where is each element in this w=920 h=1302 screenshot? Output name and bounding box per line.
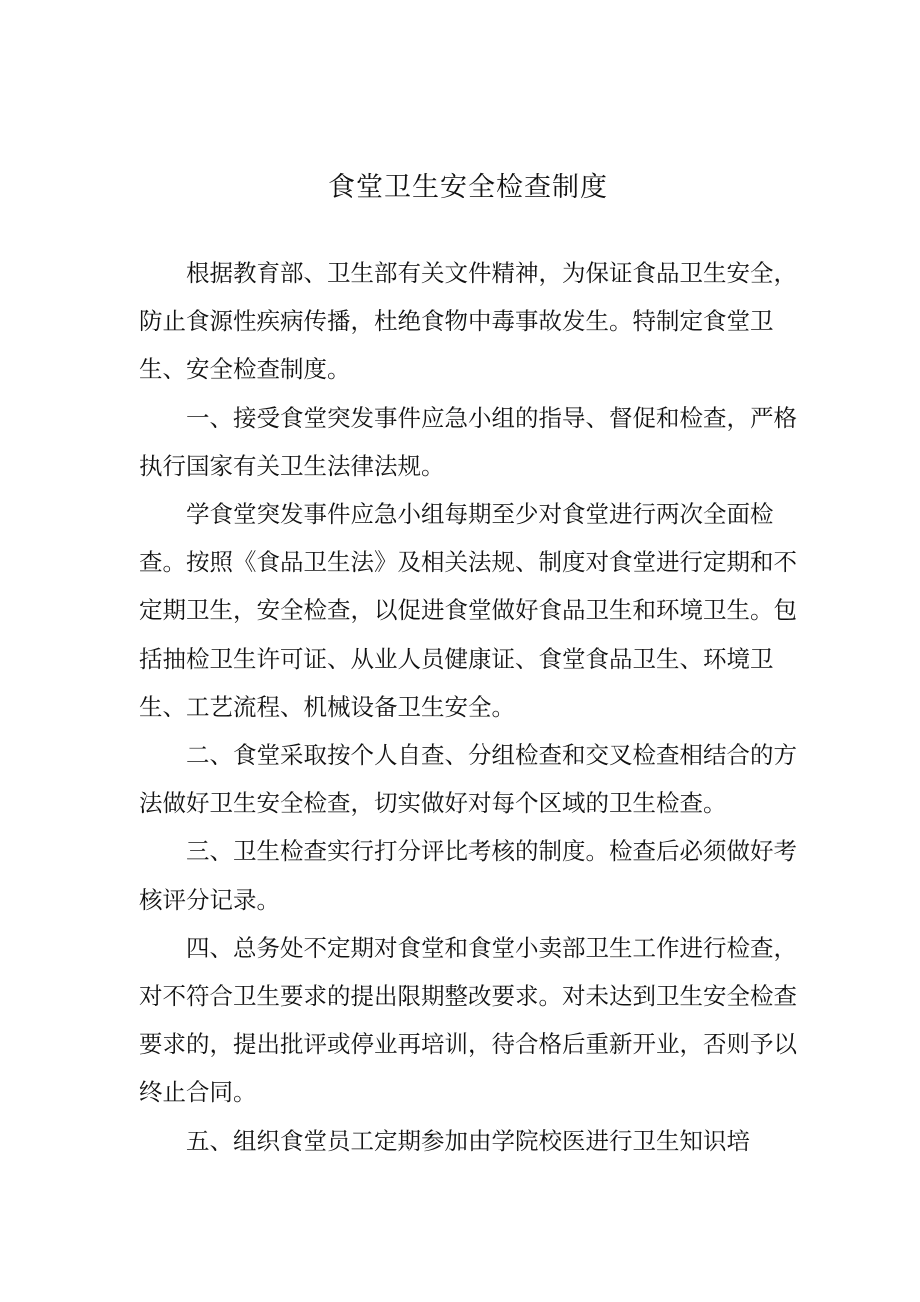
paragraph-item-1: 一、接受食堂突发事件应急小组的指导、督促和检查，严格执行国家有关卫生法律法规。 [139,403,797,480]
document-body [139,249,811,1165]
paragraph-item-5: 五、组织食堂员工定期参加由学院校医进行卫生知识培 [186,1126,750,1155]
document-title: 食堂卫生安全检查制度 [328,172,608,203]
paragraph-item-3: 三、卫生检查实行打分评比考核的制度。检查后必须做好考核评分记录。 [139,837,797,914]
paragraph-intro: 根据教育部、卫生部有关文件精神，为保证食品卫生安全，防止食源性疾病传播，杜绝食物中毒事故发生。特制定食堂卫生、安全检查制度。 [139,259,797,384]
paragraph-inspection-scope: 学食堂突发事件应急小组每期至少对食堂进行两次全面检查。按照《食品卫生法》及相关法规、制度对食堂进行定期和不定期卫生，安全检查，以促进食堂做好食品卫生和环境卫生。包括抽检卫生许可证、从业人员健康证、食堂食品卫生、环境卫生、工艺流程、机械设备卫生安全。 [139,500,797,721]
paragraph-item-4: 四、总务处不定期对食堂和食堂小卖部卫生工作进行检查，对不符合卫生要求的提出限期整改要求。对未达到卫生安全检查要求的，提出批评或停业再培训，待合格后重新开业，否则予以终止合同。 [139,933,797,1107]
paragraph-item-2: 二、食堂采取按个人自查、分组检查和交叉检查相结合的方法做好卫生安全检查，切实做好对每个区域的卫生检查。 [139,741,797,818]
